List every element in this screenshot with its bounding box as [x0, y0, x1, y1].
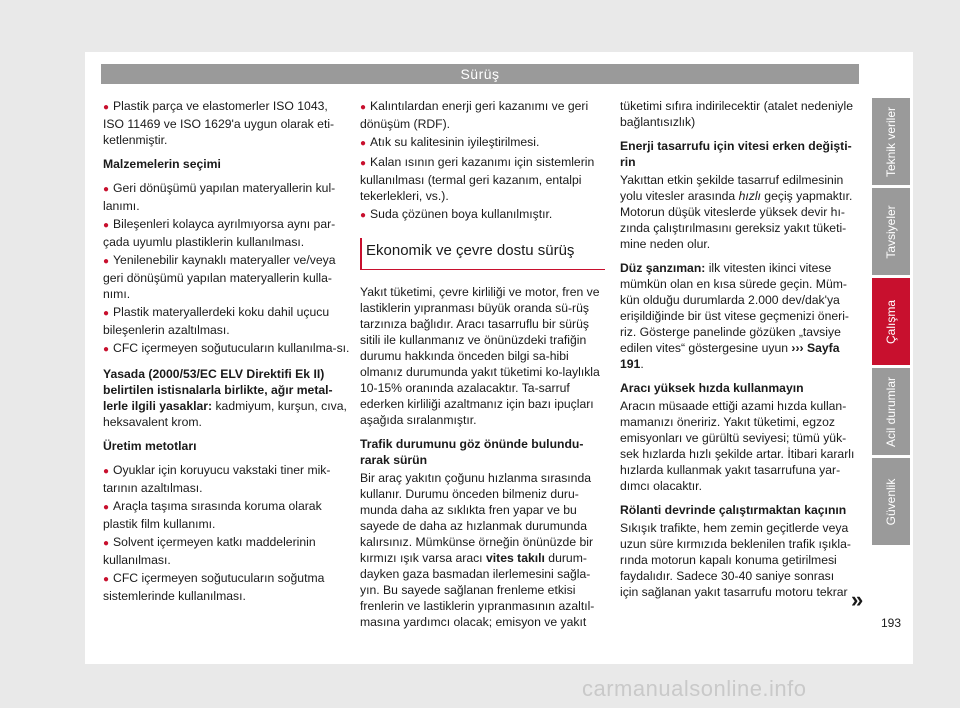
- chapter-tabs: [872, 98, 910, 548]
- intro-paragraph: Yakıt tüketimi, çevre kirliliği ve motor, fren ve lastiklerin yıpranması büyük oranda sü-rüş tarzınıza bağlıdır. Aracı tasarruflu bir sürüş sitili ile kullanmanız ve önünüzdeki trafiğin durumu hakkında önceden bilgi sa-hibi olmanız durumunda yakıt tüketimi ko-laylıkla 10-15% oranında azalacaktır. Ta-sarruf ederken kirliliği azaltmanız için bazı ipuçları aşağıda sıralanmıştır.: [360, 285, 600, 427]
- column-3: [620, 98, 855, 608]
- heading-idle: Rölanti devrinde çalıştırmaktan kaçının: [620, 503, 847, 517]
- bullet-icon: ●: [103, 344, 110, 355]
- tab-guvenlik[interactable]: Güvenlik: [872, 458, 910, 545]
- list-item: ● Oyuklar için koruyucu vakstaki tiner mik-tarının azaltılması.: [103, 463, 331, 495]
- heading-materials: Malzemelerin seçimi: [103, 157, 221, 171]
- bullet-icon: ●: [360, 138, 367, 149]
- gear-paragraph: Yakıttan etkin şekilde tasarruf edilmesinin yolu vitesler arasında hızlı geçiş yapmaktır. Motorun düşük viteslerde yüksek devir hı-zında çalıştırılmasını gereksiz yakıt tüketi-mine neden olur.: [620, 173, 853, 251]
- manual-paragraph: Düz şanzıman: ilk vitesten ikinci vitese mümkün olan en kısa sürede geçin. Müm-kün olduğu durumlarda 2.000 dev/dak'ya erişildiğinde bir üst vitese geçmenizi öneri-riz. Gösterge panelinde gözüken „tavsiye edilen vites“ göstergesine uyun ››› Sayfa 191.: [620, 261, 849, 371]
- heading-production: Üretim metotları: [103, 439, 197, 453]
- tab-teknik-veriler[interactable]: Teknik veriler: [872, 98, 910, 185]
- list-item: ● Yenilenebilir kaynaklı materyaller ve/veya geri dönüşümü yapılan materyallerin kulla-nımı.: [103, 253, 336, 301]
- bullet-icon: ●: [103, 466, 110, 477]
- list-item: ● CFC içermeyen soğutucuların kullanılma-sı.: [103, 341, 350, 355]
- page-reference-link[interactable]: Sayfa 191: [620, 341, 840, 371]
- bullet-icon: ●: [360, 158, 367, 169]
- list-item: ● Suda çözünen boya kullanılmıştır.: [360, 207, 553, 221]
- bullet-icon: ●: [103, 502, 110, 513]
- column-1: [103, 98, 351, 606]
- bullet-icon: ●: [103, 574, 110, 585]
- list-item: ● Geri dönüşümü yapılan materyallerin kul-lanımı.: [103, 181, 336, 213]
- continued-paragraph: tüketimi sıfıra indirilecektir (atalet nedeniyle bağlantısızlık): [620, 99, 854, 129]
- watermark: carmanualsonline.info: [582, 676, 807, 701]
- list-item: ● Plastik parça ve elastomerler ISO 1043, ISO 11469 ve ISO 1629'a uygun olarak eti-ketlenmiştir.: [103, 99, 335, 147]
- tab-acil-durumlar[interactable]: Acil durumlar: [872, 368, 910, 455]
- heading-traffic: Trafik durumunu göz önünde bulundu-rarak sürün: [360, 437, 584, 467]
- list-item: ● Plastik materyallerdeki koku dahil uçucu bileşenlerin azaltılması.: [103, 305, 330, 337]
- chapter-header: Sürüş: [101, 64, 859, 84]
- page-link-arrows[interactable]: ›››: [791, 341, 804, 355]
- heading-gear: Enerji tasarrufu için vitesi erken değişti-rin: [620, 139, 852, 169]
- bullet-icon: ●: [103, 184, 110, 195]
- column-2: [360, 98, 605, 638]
- list-item: ● Araçla taşıma sırasında koruma olarak plastik film kullanımı.: [103, 499, 322, 531]
- list-item: ● Kalıntılardan enerji geri kazanımı ve geri dönüşüm (RDF).: [360, 99, 589, 131]
- list-item: ● Solvent içermeyen katkı maddelerinin kullanılması.: [103, 535, 316, 567]
- law-paragraph: Yasada (2000/53/EC ELV Direktifi Ek II) belirtilen istisnalarla birlikte, ağır metal-lerle ilgili yasaklar: kadmiyum, kurşun, cıva, heksavalent krom.: [103, 367, 347, 429]
- list-item: ● Kalan ısının geri kazanımı için sistemlerin kullanılması (termal geri kazanım, entalpi tekerlekleri, vs.).: [360, 155, 595, 203]
- bullet-icon: ●: [103, 102, 110, 113]
- list-item: ● CFC içermeyen soğutucuların soğutma sistemlerinde kullanılması.: [103, 571, 325, 603]
- list-item: ● Atık su kalitesinin iyileştirilmesi.: [360, 135, 540, 149]
- bullet-icon: ●: [360, 210, 367, 221]
- idle-paragraph: Sıkışık trafikte, hem zemin geçitlerde veya uzun süre kırmızıda beklenilen trafik ışıkla-rında motorun kapalı konuma getirilmesi faydalıdır. Sadece 30-40 saniye sonrası için sağlanan yakıt tasarrufu motoru tekrar: [620, 521, 851, 599]
- bullet-icon: ●: [360, 102, 367, 113]
- continue-icon: »: [851, 587, 864, 612]
- traffic-paragraph: Bir araç yakıtın çoğunu hızlanma sırasında kullanır. Durumu önceden bilmeniz duru-munda daha az sıklıkta fren yapar ve bu sayede de daha az hızlanmak durumunda kalırsınız. Mümkünse örneğin önünüzde bir kırmızı ışık varsa aracı vites takılı durum-dayken gaza basmadan ilerlemesini sağla-yın. Bu sayede sağlanan frenleme etkisi frenlerin ve lastiklerin yıpranmasının azaltıl-masına yardımcı olacak; emisyon ve yakıt: [360, 471, 595, 629]
- tab-calisma[interactable]: Çalışma: [872, 278, 910, 365]
- page-number: 193: [880, 616, 902, 630]
- bullet-icon: ●: [103, 256, 110, 267]
- bullet-icon: ●: [103, 538, 110, 549]
- list-item: ● Bileşenleri kolayca ayrılmıyorsa aynı par-çada uyumlu plastiklerin kullanılması.: [103, 217, 336, 249]
- heading-speed: Aracı yüksek hızda kullanmayın: [620, 381, 804, 395]
- tab-tavsiyeler[interactable]: Tavsiyeler: [872, 188, 910, 275]
- speed-paragraph: Aracın müsaade ettiği azami hızda kullan-mamanızı öneririz. Yakıt tüketimi, egzoz emisyonları ve gürültü seviyesi; tümü yük-sek hızlarda hızlı şekilde artar. İtibari kararlı hızlarda kullanmak yakıt tasarrufuna yar-dımcı olacaktır.: [620, 399, 855, 493]
- section-title: Ekonomik ve çevre dostu sürüş: [360, 238, 605, 270]
- bullet-icon: ●: [103, 308, 110, 319]
- bullet-icon: ●: [103, 220, 110, 231]
